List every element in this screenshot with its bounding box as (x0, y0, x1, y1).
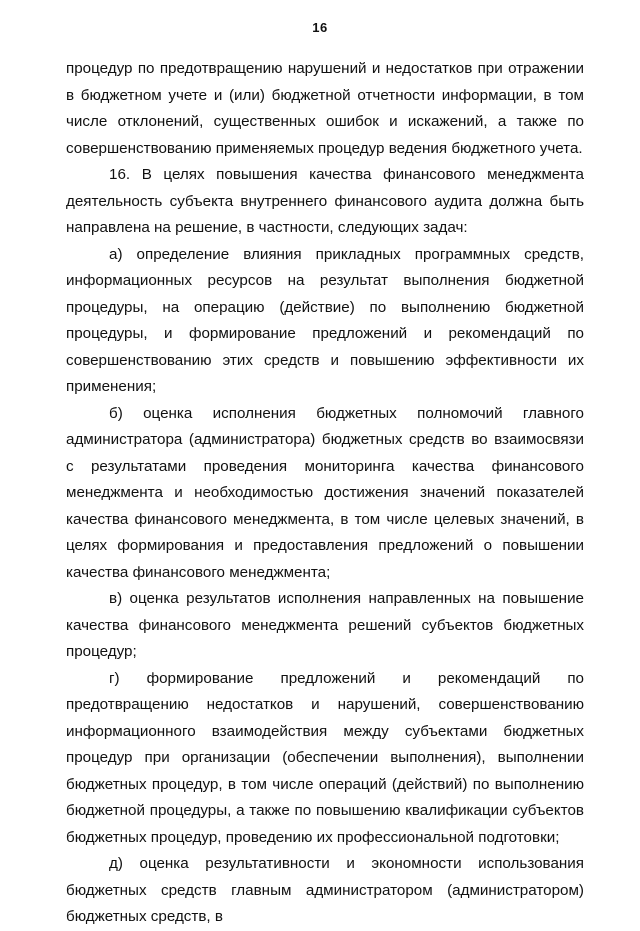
paragraph-item-a: а) определение влияния прикладных программных средств, информационных ресурсов на результат выполнения бюджетной процедуры, на операцию (действие) по выполнению бюджетной процедуры, и формирование предложений и рекомендаций по совершенствованию этих средств и повышению эффективности их применения; (66, 245, 584, 395)
paragraph-item-d: д) оценка результативности и экономности использования бюджетных средств главным администратором (администратором) бюджетных средств, в (66, 855, 584, 925)
paragraph-item-16: 16. В целях повышения качества финансового менеджмента деятельность субъекта внутреннего финансового аудита должна быть направлена на решение, в частности, следующих задач: (66, 166, 584, 236)
paragraph-item-v: в) оценка результатов исполнения направленных на повышение качества финансового менеджмента решений субъектов бюджетных процедур; (66, 590, 584, 660)
page-number: 16 (312, 20, 328, 35)
document-body (66, 56, 584, 931)
paragraph-item-b: б) оценка исполнения бюджетных полномочий главного администратора (администратора) бюджетных средств во взаимосвязи с результатами проведения мониторинга качества финансового менеджмента и необходимостью достижения значений показателей качества финансового менеджмента, в том числе целевых значений, в целях формирования и предоставления предложений о повышении качества финансового менеджмента; (66, 404, 584, 581)
paragraph-item-g: г) формирование предложений и рекомендаций по предотвращению недостатков и нарушений, совершенствованию информационного взаимодействия между субъектами бюджетных процедур при организации (обеспечении выполнения), выполнении бюджетных процедур, в том числе операций (действий) по выполнению бюджетной процедуры, а также по повышению квалификации субъектов бюджетных процедур, проведению их профессиональной подготовки; (66, 669, 584, 846)
paragraph-continuation: процедур по предотвращению нарушений и недостатков при отражении в бюджетном учете и (или) бюджетной отчетности информации, в том числе отклонений, существенных ошибок и искажений, а также по совершенствованию применяемых процедур ведения бюджетного учета. (66, 60, 584, 157)
